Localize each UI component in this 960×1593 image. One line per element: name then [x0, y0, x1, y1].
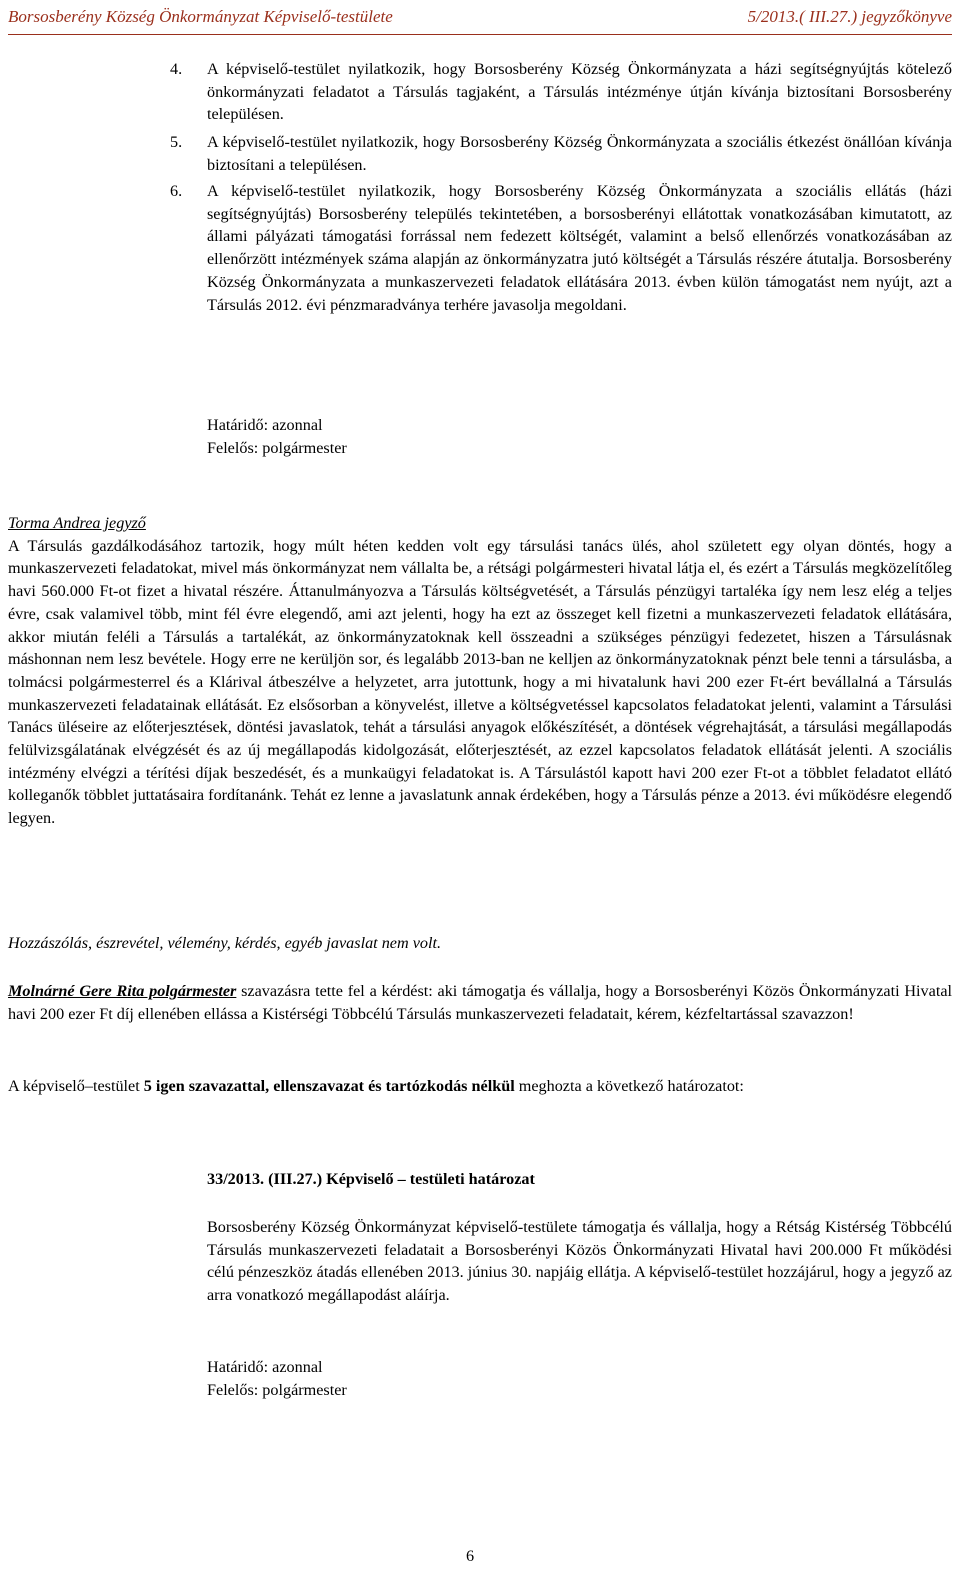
- vote-count: 5 igen szavazattal, ellenszavazat és tartózkodás nélkül: [143, 1077, 515, 1095]
- deadline-text: Határidő: azonnal: [207, 1358, 323, 1376]
- vote-paragraph: [8, 1075, 952, 1098]
- speech-paragraph: [8, 980, 952, 1025]
- speech-text: szavazásra tette fel a kérdést: aki támogatja és vállalja, hogy a Borsosberényi Közös Önkormányzati Hivatal havi 200 ezer Ft díj ellenében ellássa a Kistérségi Többcélú Társulás munkaszervezeti feladatait, kérem, kézfeltartással szavazzon!: [8, 982, 953, 1023]
- list-item-number: 5.: [170, 133, 183, 151]
- deadline-text: Határidő: azonnal: [207, 416, 323, 434]
- resolution-heading: 33/2013. (III.27.) Képviselő – testületi határozat: [207, 1170, 535, 1188]
- speech-molnarne: [8, 980, 952, 1025]
- resolution-title: [207, 1168, 952, 1191]
- deadline-block: [207, 1356, 347, 1401]
- responsible-text: Felelős: polgármester: [207, 438, 347, 457]
- resolution-body: [207, 1216, 952, 1307]
- vote-result: [8, 1075, 952, 1098]
- list-item-text: A képviselő-testület nyilatkozik, hogy Borsosberény Község Önkormányzata a szociális ellátás (házi segítségnyújtás) Borsosberény település tekintetében, a borsosberényi ellátottak vonatkozásában kimutatott, az állami pályázati támogatási forrással nem fedezett költségét, valamint a belső ellenőrzés vonatkozásában az ellenőrzött intézmények száma alapján az önkormányzatra jutó költségét a Társulás részére átutalja. Borsosberény Község Önkormányzata a munkaszervezeti feladatok ellátására 2013. évben külön támogatást nem nyújt, azt a Társulás 2012. évi pénzmaradványa terhére javasolja megoldani.: [207, 182, 952, 314]
- list-item-number: 4.: [170, 60, 183, 78]
- list-item-text: A képviselő-testület nyilatkozik, hogy Borsosberény Község Önkormányzata a házi segítségnyújtás kötelező önkormányzati feladatot a Társulás tagjaként, a Társulás intézménye útján kívánja biztosítani Borsosberény településen.: [207, 60, 952, 124]
- speech-text: A Társulás gazdálkodásához tartozik, hogy múlt héten kedden volt egy társulási tanács ülés, ahol született egy olyan döntés, hogy a munkaszervezeti feladatokat, mivel más önkormányzat nem vállalta be, a rétsági polgármesteri hivatal látja el, és ezért a Társulás megközelítőleg havi 560.000 Ft-ot fizet a hivatal részére. Áttanulmányozva a Társulás költségvetését, a Társulás pénzügyi tartaléka így nem lesz elég a teljes évre, csak valamivel több, mint fél évre elegendő, ami azt jelenti, hogy ha ezt az összeget kell fizetni a munkaszervezeti feladatok ellátására, akkor miután feléli a Társulás a tartalékát, az önkormányzatoknak kell összeadni a szükséges pénzügyi fedezetet, hiszen a Társulásnak máshonnan nem lesz bevétele. Hogy erre ne kerüljön sor, és legalább 2013-ban ne kelljen az önkormányzatoknak pénzt bele tenni a társulásba, a tolmácsi polgármesterrel és a Klárival átbeszélve a helyzetet, arra jutottunk, hogy a mi hivatalunk havi 200 ezer Ft-ért bevállalná a Társulás munkaszervezeti feladatainak ellátását. Ez elsősorban a könyvelést, illetve a költségvetéssel kapcsolatos feladatokat jelenti, valamint a Társulási Tanács üléseire az előterjesztések, döntési javaslatok, tehát a társulási anyagok előkészítését, a döntések végrehajtását, a társulási megállapodás felülvizsgálatának elvégzését és az új megállapodás kidolgozását, előterjesztését, az ezzel kapcsolatos feladatok ellátását jelenti. A szociális intézmény elvégzi a térítési díjak beszedését, és a munkaügyi feladatokat is. A Társulástól kapott havi 200 ezer Ft-ot a többlet feladatot ellátó kolleganők többlet juttatásaira fordítanánk. Tehát ez lenne a javaslatunk annak érdekében, hogy a Társulás pénze a 2013. évi működésre elegendő legyen.: [8, 536, 952, 828]
- list-item-5: [170, 131, 952, 176]
- vote-text-before: A képviselő–testület: [8, 1077, 144, 1095]
- page-number: 6: [465, 1547, 475, 1565]
- speaker-name: Torma Andrea jegyző: [8, 514, 146, 532]
- list-item-6: [170, 180, 952, 316]
- list-item-number: 6.: [170, 182, 183, 200]
- page-header: [8, 0, 952, 35]
- speech-torma: [8, 512, 952, 830]
- deadline-block: [207, 414, 347, 459]
- responsible-text: Felelős: polgármester: [207, 1380, 347, 1399]
- no-comment-note: Hozzászólás, észrevétel, vélemény, kérdés, egyéb javaslat nem volt.: [8, 934, 442, 952]
- list-item-text: A képviselő-testület nyilatkozik, hogy Borsosberény Község Önkormányzata a szociális étkezést önállóan kívánja biztosítani a településen.: [207, 133, 952, 174]
- vote-text-after: meghozta a következő határozatot:: [514, 1077, 744, 1095]
- speaker-name: Molnárné Gere Rita polgármester: [8, 982, 237, 1000]
- resolution-text: Borsosberény Község Önkormányzat képviselő-testülete támogatja és vállalja, hogy a Rétság Kistérség Többcélú Társulás munkaszervezeti feladatait a Borsosberényi Közös Önkormányzati Hivatal havi 200.000 Ft működési célú pénzeszköz átadás ellenében 2013. június 30. napjáig ellátja. A képviselő-testület hozzájárul, hogy a jegyző az arra vonatkozó megállapodást aláírja.: [207, 1218, 952, 1305]
- list-item-4: [170, 58, 952, 126]
- header-title: Borsosberény Község Önkormányzat Képviselő-testülete: [8, 7, 393, 26]
- header-record-number: 5/2013.( III.27.) jegyzőkönyve: [747, 7, 952, 26]
